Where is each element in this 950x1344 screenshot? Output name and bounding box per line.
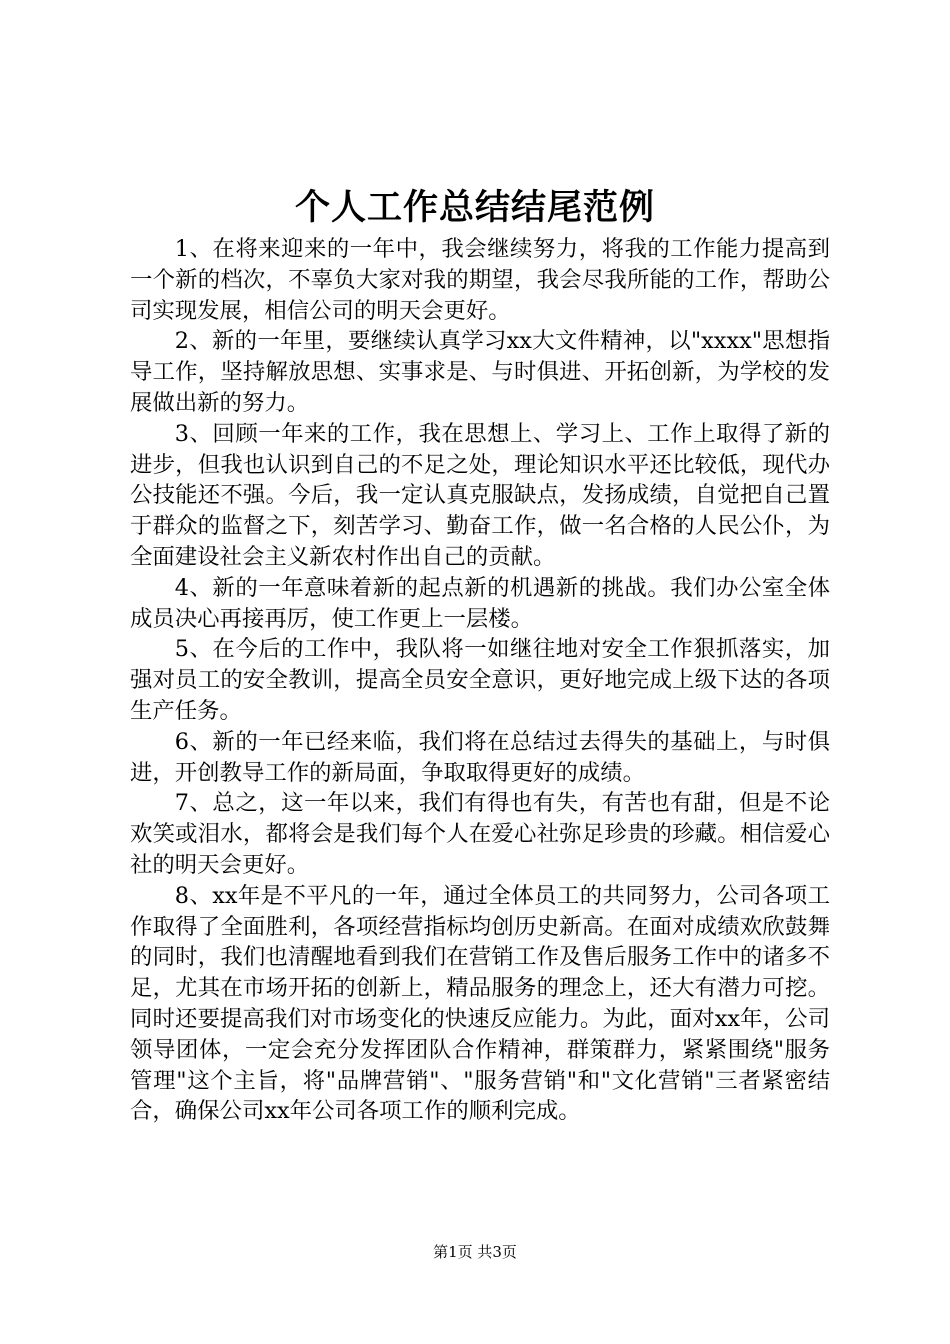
page-number-footer: 第1页 共3页 bbox=[433, 1243, 517, 1261]
paragraph-3: 3、回顾一年来的工作，我在思想上、学习上、工作上取得了新的进步，但我也认识到自己的不足之处，理论知识水平还比较低，现代办公技能还不强。今后，我一定认真克服缺点，发扬成绩，自觉把自己置于群众的监督之下，刻苦学习、勤奋工作，做一名合格的人民公仆，为全面建设社会主义新农村作出自己的贡献。 bbox=[130, 420, 830, 570]
paragraph-5: 5、在今后的工作中，我队将一如继往地对安全工作狠抓落实，加强对员工的安全教训，提高全员安全意识，更好地完成上级下达的各项生产任务。 bbox=[130, 636, 830, 724]
paragraph-6: 6、新的一年已经来临，我们将在总结过去得失的基础上，与时俱进，开创教导工作的新局面，争取取得更好的成绩。 bbox=[130, 728, 830, 786]
paragraph-8: 8、xx年是不平凡的一年，通过全体员工的共同努力，公司各项工作取得了全面胜利，各项经营指标均创历史新高。在面对成绩欢欣鼓舞的同时，我们也清醒地看到我们在营销工作及售后服务工作中的诸多不足，尤其在市场开拓的创新上，精品服务的理念上，还大有潜力可挖。同时还要提高我们对市场变化的快速反应能力。为此，面对xx年，公司领导团体，一定会充分发挥团队合作精神，群策群力，紧紧围绕"服务管理"这个主旨，将"品牌营销"、"服务营销"和"文化营销"三者紧密结合，确保公司xx年公司各项工作的顺利完成。 bbox=[130, 882, 830, 1125]
paragraph-7: 7、总之，这一年以来，我们有得也有失，有苦也有甜，但是不论欢笑或泪水，都将会是我们每个人在爱心社弥足珍贵的珍藏。相信爱心社的明天会更好。 bbox=[130, 790, 830, 878]
paragraph-2: 2、新的一年里，要继续认真学习xx大文件精神，以"xxxx"思想指导工作，坚持解放思想、实事求是、与时俱进、开拓创新，为学校的发展做出新的努力。 bbox=[130, 328, 830, 416]
paragraph-1: 1、在将来迎来的一年中，我会继续努力，将我的工作能力提高到一个新的档次，不辜负大家对我的期望，我会尽我所能的工作，帮助公司实现发展，相信公司的明天会更好。 bbox=[130, 236, 830, 324]
paragraph-4: 4、新的一年意味着新的起点新的机遇新的挑战。我们办公室全体成员决心再接再厉，使工作更上一层楼。 bbox=[130, 574, 830, 632]
document-title: 个人工作总结结尾范例 bbox=[294, 187, 655, 228]
document-body bbox=[130, 234, 830, 1127]
